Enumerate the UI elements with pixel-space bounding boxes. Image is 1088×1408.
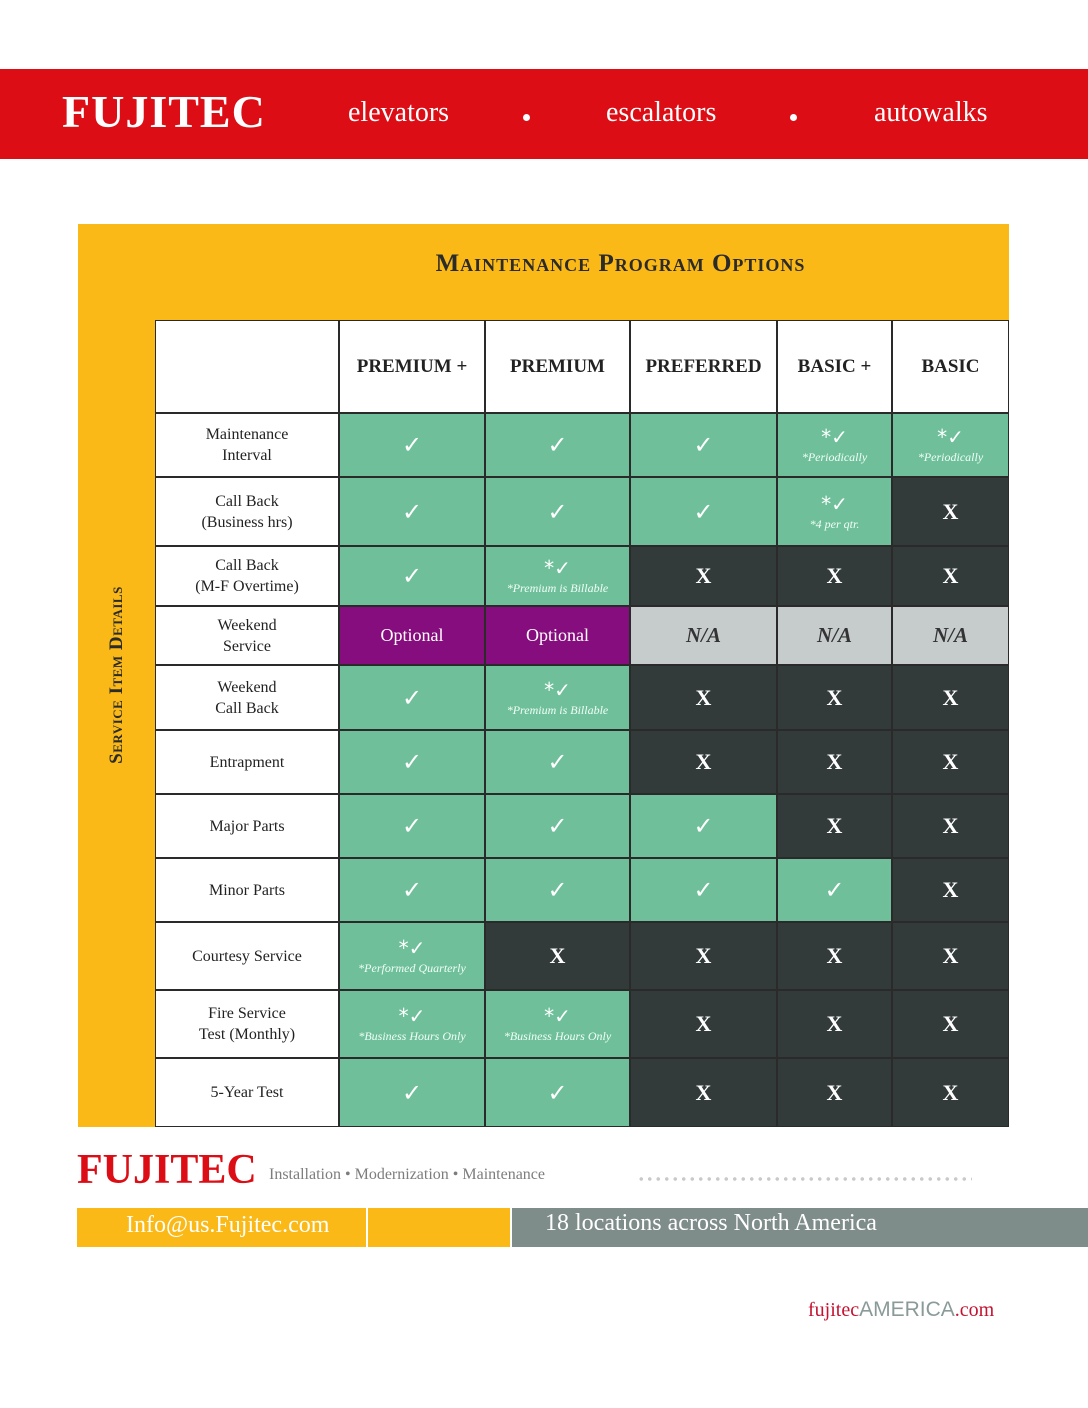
table-cell: [486, 731, 629, 793]
table-cell: [340, 1059, 484, 1126]
x-mark: X: [826, 749, 843, 774]
cell-note: *Business Hours Only: [503, 1029, 612, 1043]
x-mark: X: [826, 1011, 843, 1036]
check-icon: ✓: [693, 812, 714, 840]
check-icon: ✓: [401, 876, 423, 904]
x-mark: X: [695, 1079, 712, 1105]
contact-divider: [366, 1208, 368, 1247]
row-label: Call Back (Business hrs): [156, 478, 338, 545]
header-separators: [0, 69, 1088, 159]
x-mark: X: [826, 563, 843, 588]
check-icon: ✓: [547, 431, 568, 459]
table-cell: [631, 859, 776, 921]
table-title: Maintenance Program Options: [435, 250, 806, 277]
nav-elevators[interactable]: elevators: [348, 97, 450, 128]
table-cell: [340, 859, 484, 921]
check-icon: ✓: [401, 497, 423, 526]
table-cell: [778, 923, 891, 989]
column-header: PREMIUM +: [340, 321, 484, 412]
asterisk-check-icon: *✓: [398, 1004, 426, 1028]
check-icon: ✓: [547, 876, 568, 904]
side-label: Service Item Details: [106, 586, 127, 764]
x-mark: X: [549, 943, 566, 968]
table-cell: [631, 478, 776, 545]
x-mark: X: [826, 1079, 843, 1105]
table-cell: [486, 478, 629, 545]
table-cell: [486, 1059, 629, 1126]
table-cell: [340, 666, 484, 729]
table-cell: [893, 478, 1008, 545]
email-link[interactable]: Info@us.Fujitec.com: [126, 1212, 330, 1238]
table-cell: [893, 795, 1008, 857]
site-part-1: fujitec: [808, 1299, 860, 1321]
asterisk-check-icon: *✓: [544, 1004, 571, 1028]
check-icon: ✓: [547, 497, 568, 526]
row-label: Weekend Service: [156, 607, 338, 664]
table-cell: [893, 414, 1008, 476]
table-cell: [631, 923, 776, 989]
x-mark: X: [942, 684, 959, 710]
row-label: Courtesy Service: [156, 923, 338, 989]
table-cell: [778, 607, 891, 664]
table-cell: [893, 991, 1008, 1057]
table-cell: [486, 666, 629, 729]
x-mark: X: [826, 943, 843, 968]
check-icon: ✓: [401, 431, 423, 459]
check-icon: ✓: [693, 431, 714, 459]
row-label: Call Back (M-F Overtime): [156, 547, 338, 605]
x-mark: X: [695, 749, 712, 774]
cell-note: *Periodically: [801, 450, 868, 464]
x-mark: X: [942, 563, 959, 588]
table-cell: [778, 731, 891, 793]
table-cell: [631, 731, 776, 793]
row-label: Minor Parts: [156, 859, 338, 921]
table-cell: [778, 478, 891, 545]
column-header: BASIC +: [778, 321, 891, 412]
x-mark: X: [942, 1011, 959, 1036]
table-cell: [486, 859, 629, 921]
asterisk-check-icon: *✓: [821, 491, 848, 516]
table-cell: [340, 607, 484, 664]
na-text: N/A: [932, 623, 968, 647]
table-cell: [893, 1059, 1008, 1126]
cell-note: *Business Hours Only: [358, 1029, 466, 1043]
check-icon: ✓: [401, 562, 423, 590]
table-cell: [486, 923, 629, 989]
table-cell: [778, 414, 891, 476]
row-label: Fire Service Test (Monthly): [156, 991, 338, 1057]
table-cell: [340, 478, 484, 545]
table-cell: [631, 991, 776, 1057]
x-mark: X: [942, 498, 959, 524]
separator-dot: [790, 114, 797, 121]
column-header: PREFERRED: [631, 321, 776, 412]
table-cell: [486, 414, 629, 476]
x-mark: X: [942, 749, 959, 774]
asterisk-check-icon: *✓: [937, 425, 964, 449]
table-cell: [893, 666, 1008, 729]
footer-logo: FUJITEC: [77, 1147, 257, 1193]
table-cell: [340, 923, 484, 989]
optional-text: Optional: [380, 625, 444, 645]
table-cell: [893, 859, 1008, 921]
table-cell: [340, 991, 484, 1057]
asterisk-check-icon: *✓: [544, 556, 571, 580]
separator-dot: [523, 114, 530, 121]
header-logo: FUJITEC: [62, 86, 266, 137]
website-link[interactable]: [808, 1298, 994, 1322]
column-header: PREMIUM: [486, 321, 629, 412]
x-mark: X: [942, 877, 959, 902]
table-cell: [893, 731, 1008, 793]
check-icon: ✓: [401, 748, 423, 776]
locations-text: 18 locations across North America: [545, 1210, 877, 1236]
asterisk-check-icon: *✓: [544, 677, 571, 702]
table-cell: [778, 859, 891, 921]
asterisk-check-icon: *✓: [821, 425, 848, 449]
check-icon: ✓: [693, 876, 714, 904]
table-cell: [340, 547, 484, 605]
x-mark: X: [695, 1011, 712, 1036]
x-mark: X: [695, 943, 712, 968]
table-cell: [778, 795, 891, 857]
table-cell: [631, 547, 776, 605]
check-icon: ✓: [401, 683, 423, 712]
x-mark: X: [695, 684, 712, 710]
table-cell: [893, 547, 1008, 605]
table-cell: [778, 666, 891, 729]
row-label: Weekend Call Back: [156, 666, 338, 729]
check-icon: ✓: [693, 497, 714, 526]
table-cell: [778, 991, 891, 1057]
row-label: Maintenance Interval: [156, 414, 338, 476]
header-empty-cell: [156, 321, 338, 412]
table-cell: [340, 414, 484, 476]
column-header: BASIC: [893, 321, 1008, 412]
table-cell: [486, 795, 629, 857]
cell-note: *Premium is Billable: [506, 702, 609, 717]
cell-note: *Performed Quarterly: [358, 961, 466, 975]
x-mark: X: [942, 943, 959, 968]
table-cell: [778, 547, 891, 605]
x-mark: X: [826, 813, 843, 838]
check-icon: ✓: [401, 1078, 423, 1107]
row-label: Entrapment: [156, 731, 338, 793]
table-cell: [340, 731, 484, 793]
asterisk-check-icon: *✓: [398, 936, 426, 960]
table-cell: [893, 923, 1008, 989]
table-cell: [486, 991, 629, 1057]
x-mark: X: [695, 563, 712, 588]
site-part-3: .com: [954, 1299, 995, 1321]
check-icon: ✓: [547, 748, 568, 776]
row-label: Major Parts: [156, 795, 338, 857]
optional-text: Optional: [526, 625, 589, 645]
table-cell: [778, 1059, 891, 1126]
site-part-2: AMERICA: [859, 1298, 955, 1321]
table-cell: [631, 414, 776, 476]
check-icon: ✓: [547, 1078, 568, 1107]
table-cell: [631, 1059, 776, 1126]
cell-note: *Premium is Billable: [506, 581, 609, 595]
x-mark: X: [826, 684, 843, 710]
cell-note: *Periodically: [917, 450, 984, 464]
na-text: N/A: [685, 623, 721, 647]
cell-note: *4 per qtr.: [809, 516, 860, 531]
options-table: [155, 320, 1009, 1127]
table-cell: [631, 666, 776, 729]
footer-tagline: Installation • Modernization • Maintenance: [269, 1166, 546, 1183]
table-cell: [340, 795, 484, 857]
table-cell: [631, 607, 776, 664]
check-icon: ✓: [401, 812, 423, 840]
dotted-divider: [637, 1176, 972, 1182]
row-label: 5-Year Test: [156, 1059, 338, 1126]
check-icon: ✓: [824, 876, 845, 904]
table-cell: [486, 607, 629, 664]
x-mark: X: [942, 1079, 959, 1105]
x-mark: X: [942, 813, 959, 838]
na-text: N/A: [816, 623, 852, 647]
nav-autowalks[interactable]: autowalks: [874, 97, 988, 128]
check-icon: ✓: [547, 812, 568, 840]
table-cell: [893, 607, 1008, 664]
table-cell: [631, 795, 776, 857]
nav-escalators[interactable]: escalators: [606, 97, 717, 128]
table-cell: [486, 547, 629, 605]
